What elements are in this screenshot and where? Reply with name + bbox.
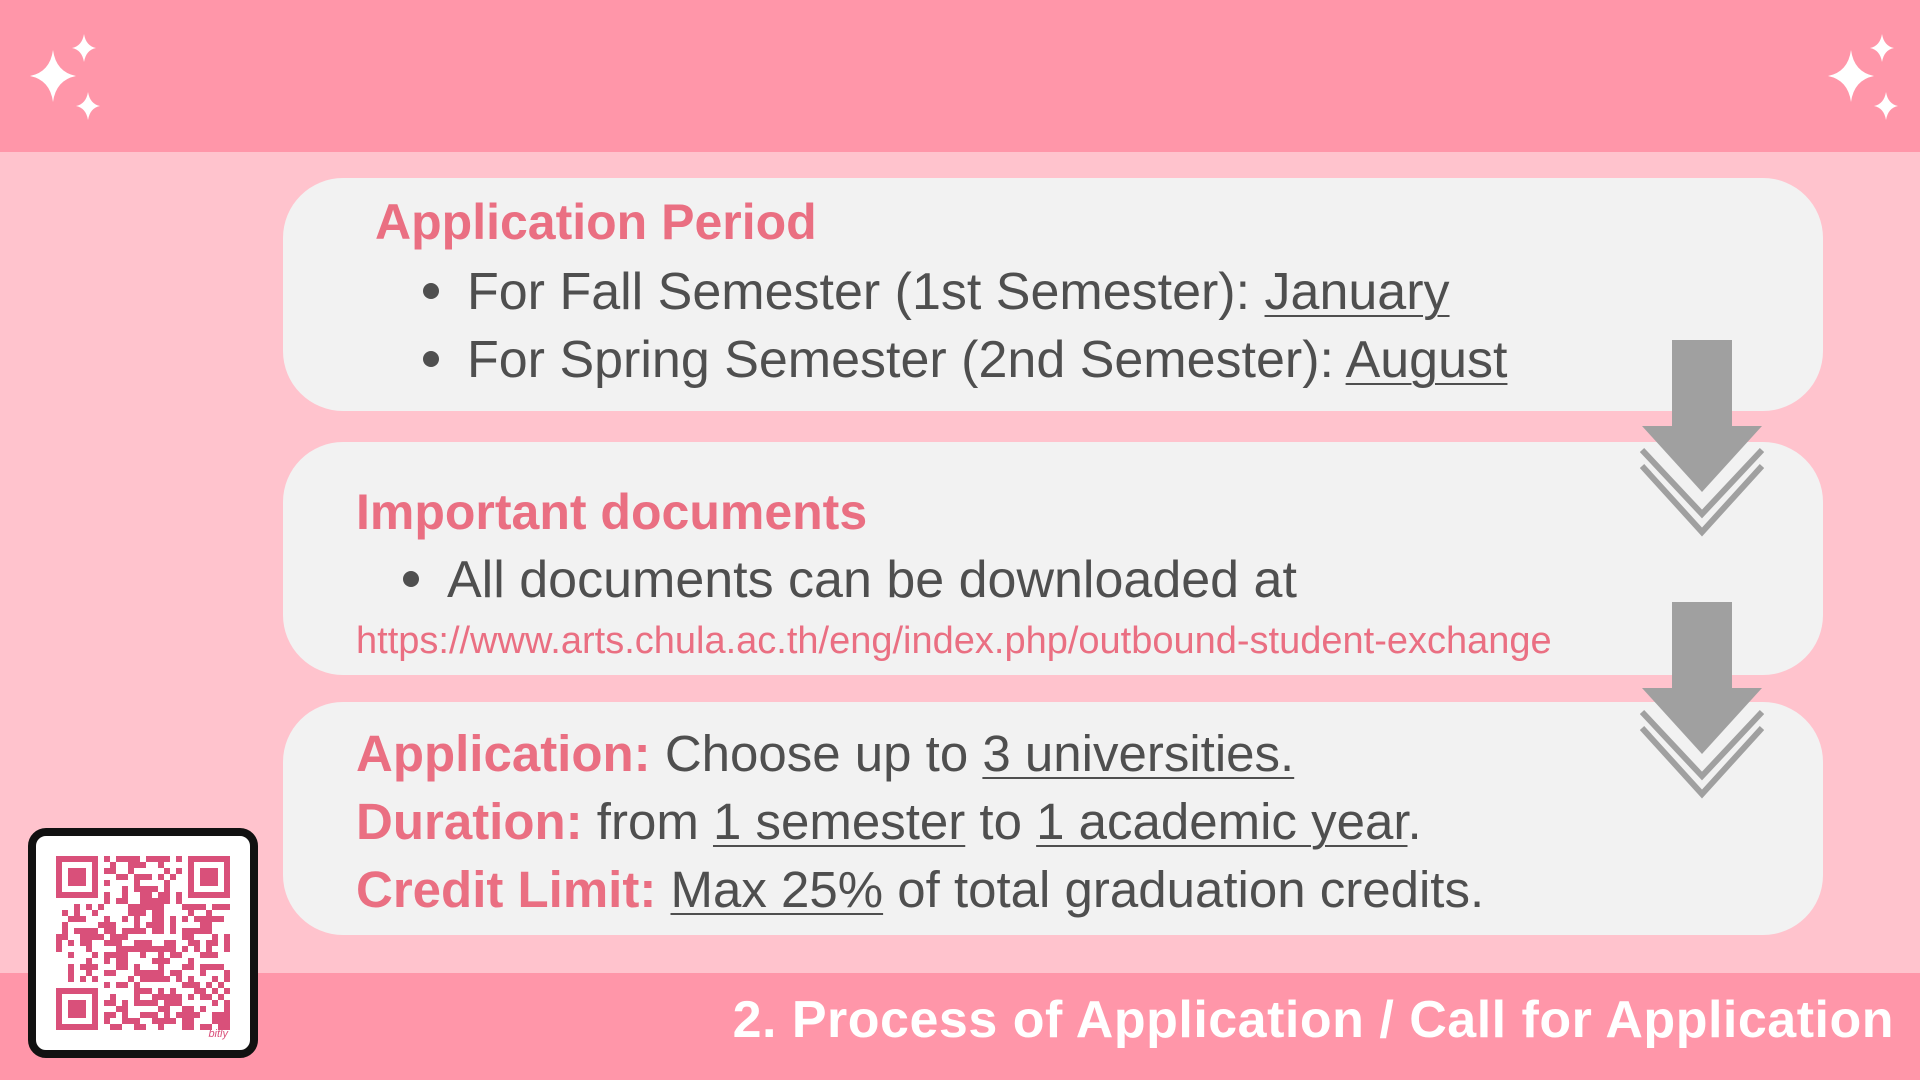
application-details-card [283,702,1823,935]
bullet-icon [403,571,419,587]
fall-month: January [1264,263,1450,321]
qr-code-pattern [56,856,230,1030]
qr-code[interactable] [28,828,258,1058]
universities-count: 3 universities. [982,725,1295,782]
application-row: Application: Choose up to 3 universities. [356,725,1295,782]
header-band [0,0,1920,152]
credit-limit-row: Credit Limit: Max 25% of total graduation credits. [356,861,1485,918]
fall-semester-item: For Fall Semester (1st Semester): January [423,260,1450,324]
down-arrow-icon [1640,602,1764,802]
documents-bullet: All documents can be downloaded at [403,548,1297,612]
sparkle-icon [28,32,108,122]
page-title: 2. Process of Application / Call for Application [732,991,1894,1049]
important-documents-heading: Important documents [356,484,868,540]
spring-semester-item: For Spring Semester (2nd Semester): August [423,328,1507,392]
sparkle-icon [1826,32,1906,122]
down-arrow-icon [1640,340,1764,540]
qr-brand: bitly [208,1028,228,1040]
important-documents-card [283,442,1823,675]
application-period-card [283,178,1823,411]
duration-row: Duration: from 1 semester to 1 academic year. [356,793,1422,850]
bullet-icon [423,351,439,367]
documents-link[interactable]: https://www.arts.chula.ac.th/eng/index.php/outbound-student-exchange [356,620,1552,662]
bullet-icon [423,283,439,299]
spring-month: August [1345,331,1508,389]
application-period-heading: Application Period [375,194,817,250]
